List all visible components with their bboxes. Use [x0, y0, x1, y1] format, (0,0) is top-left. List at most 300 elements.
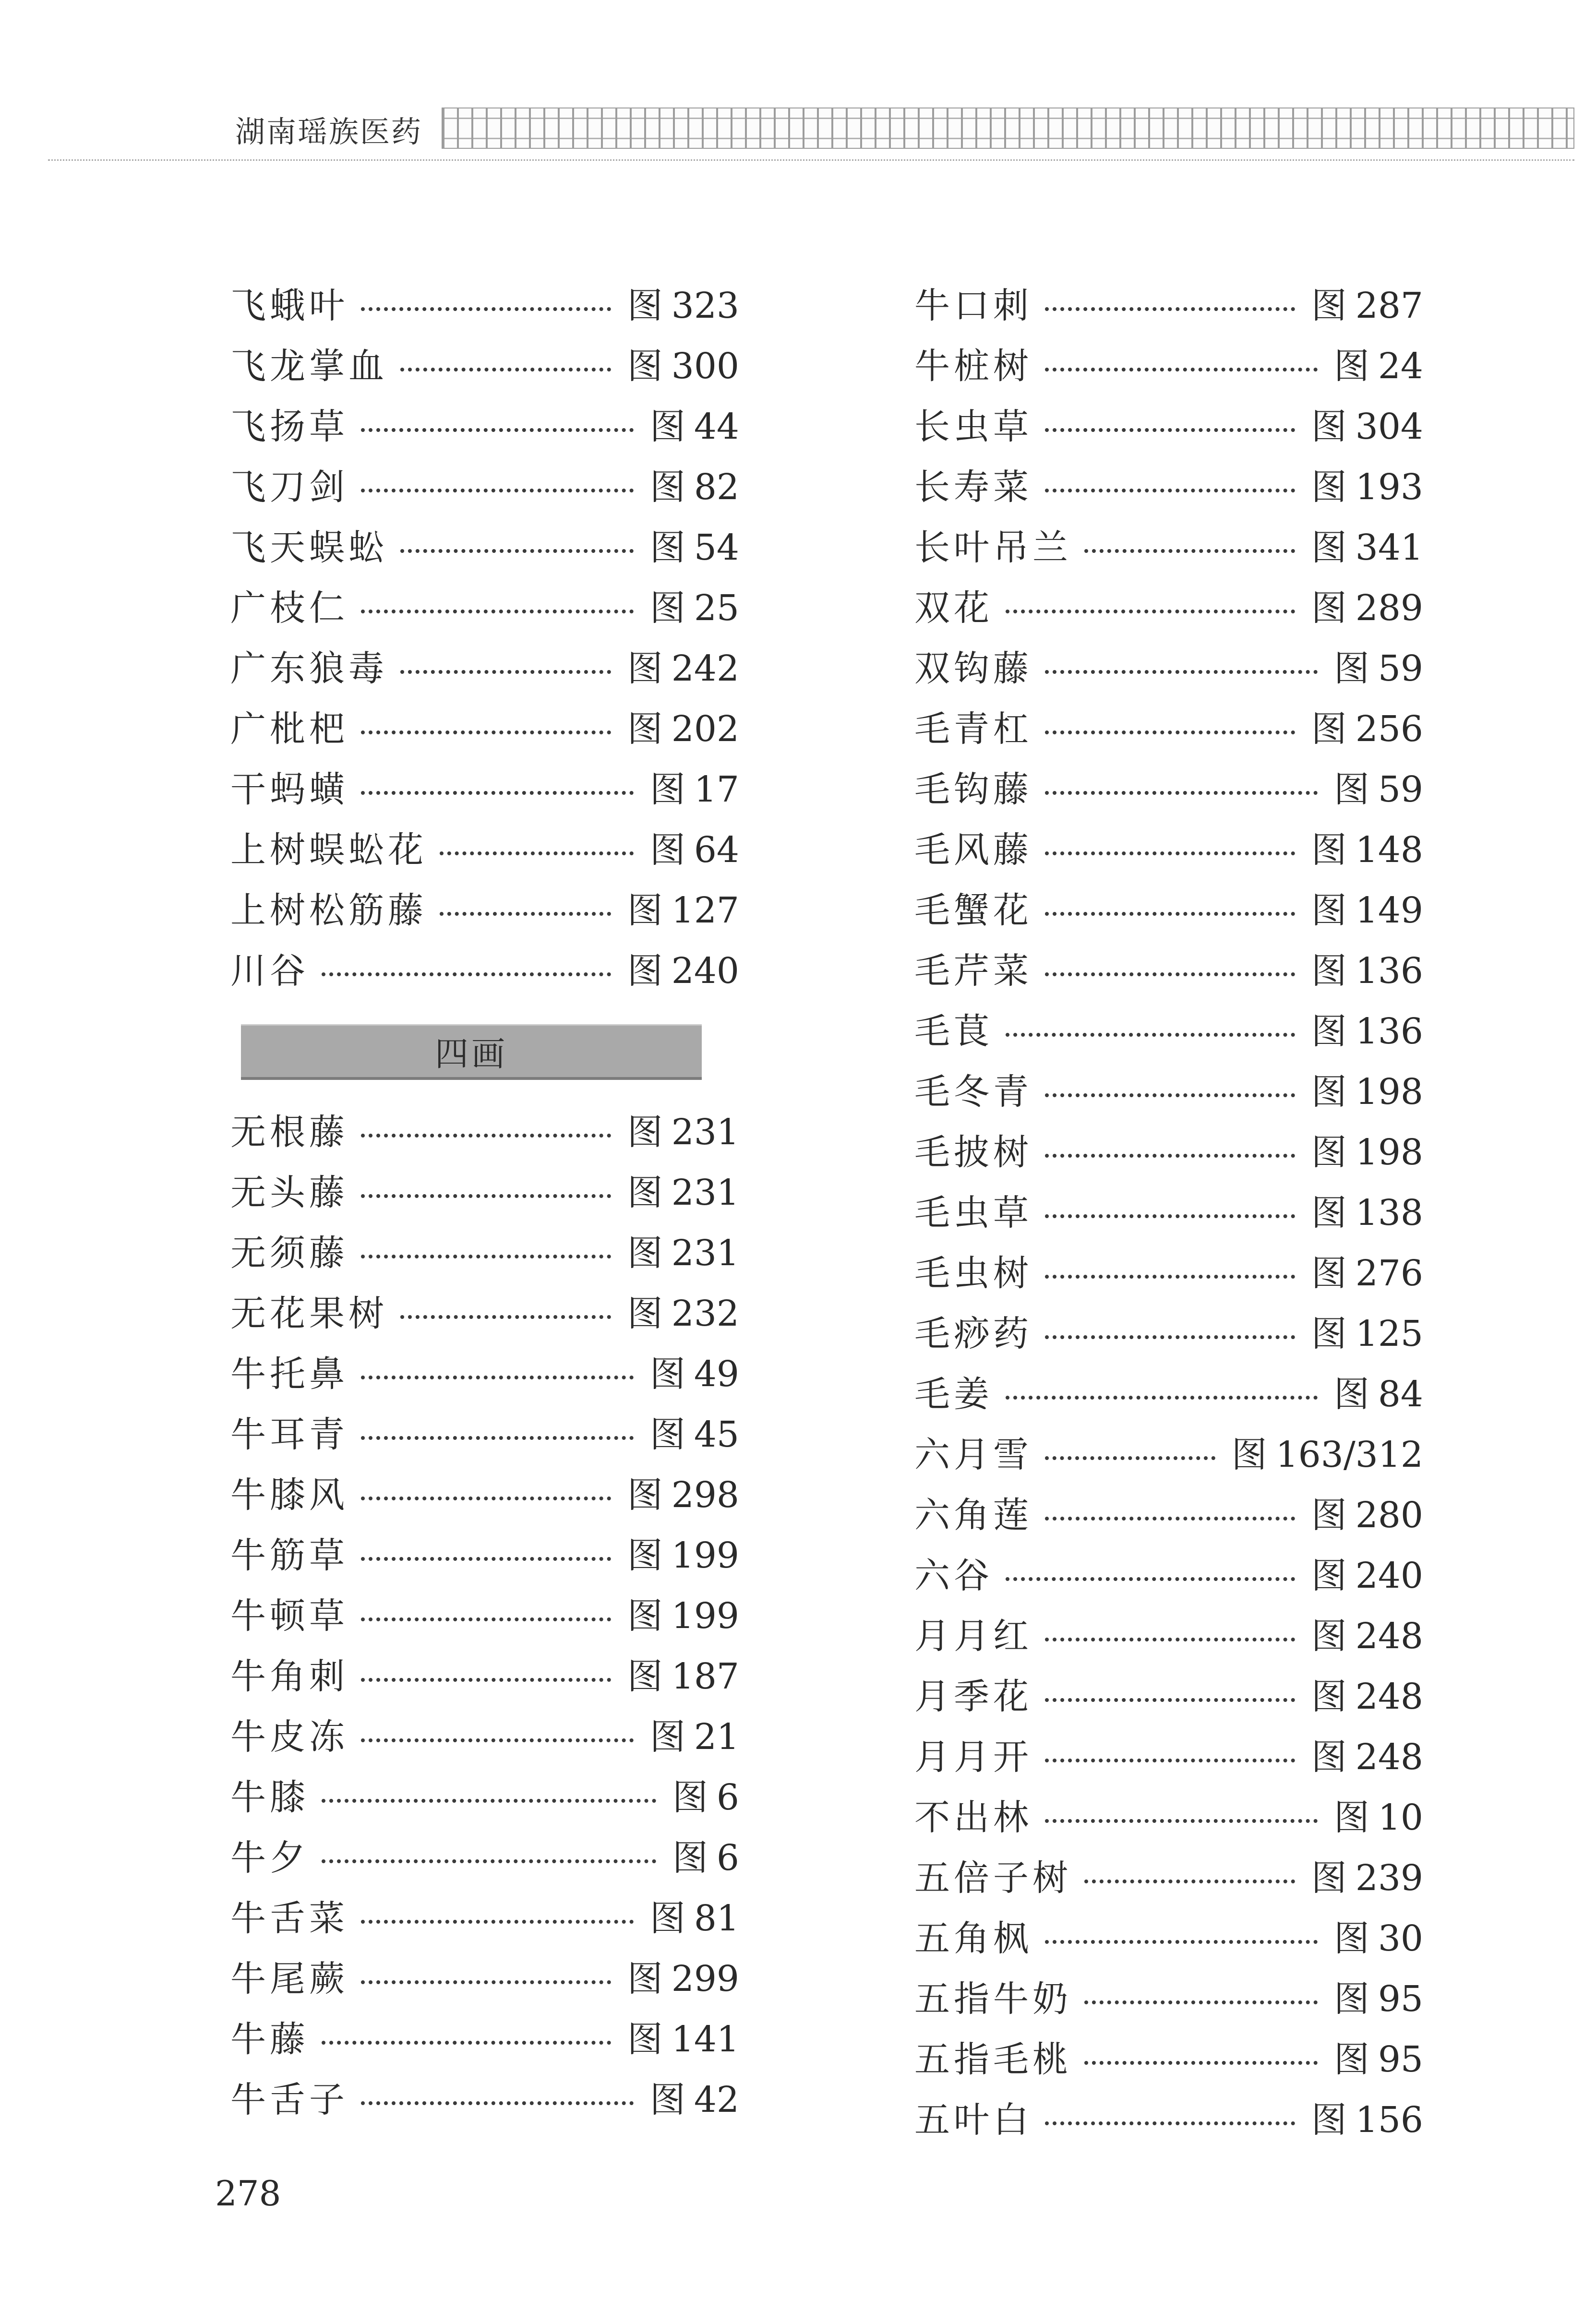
- index-entry: [914, 877, 1423, 938]
- figure-label: 图: [649, 2079, 685, 2120]
- entry-figure-ref: [1311, 1003, 1423, 1054]
- entry-figure-ref: [672, 1830, 739, 1880]
- figure-label: 图: [1311, 890, 1347, 931]
- figure-label: 图: [627, 1293, 663, 1334]
- figure-label: 图: [649, 587, 685, 629]
- figure-label: 图: [649, 1898, 685, 1939]
- entry-name: 上树松筋藤: [230, 890, 427, 931]
- entry-figure-ref: [1311, 1547, 1423, 1598]
- dot-leader: [1084, 549, 1295, 553]
- entry-figure-ref: [627, 943, 739, 994]
- figure-number: 240: [1355, 1555, 1423, 1596]
- dot-leader: [1045, 368, 1318, 371]
- figure-number: 248: [1355, 1676, 1423, 1717]
- figure-number: 54: [694, 527, 739, 568]
- figure-label: 图: [649, 829, 685, 871]
- entry-figure-ref: [627, 1951, 739, 2001]
- dot-leader: [361, 1617, 611, 1621]
- index-entry: [914, 1180, 1423, 1240]
- entry-figure-ref: [1311, 882, 1423, 933]
- figure-number: 323: [671, 285, 739, 326]
- figure-number: 45: [694, 1414, 739, 1455]
- index-entry: [230, 1522, 739, 1583]
- entry-name: 双钩藤: [914, 648, 1032, 689]
- index-entry: [914, 273, 1423, 333]
- figure-label: 图: [1311, 1313, 1347, 1354]
- figure-label: 图: [1311, 587, 1347, 629]
- entry-figure-ref: [627, 1588, 739, 1639]
- entry-name: 毛茛: [914, 1011, 993, 1052]
- figure-label: 图: [672, 1837, 708, 1879]
- index-entry: [230, 756, 739, 817]
- index-entry: [914, 756, 1423, 817]
- dot-leader: [1084, 2000, 1318, 2004]
- index-entry: [230, 696, 739, 756]
- index-entry: [230, 2067, 739, 2127]
- entry-figure-ref: [627, 701, 739, 752]
- figure-label: 图: [1333, 1918, 1369, 1959]
- figure-label: 图: [1333, 1797, 1369, 1838]
- entry-figure-ref: [1334, 1910, 1423, 1961]
- figure-label: 图: [1311, 1495, 1347, 1536]
- entry-name: 毛虫树: [914, 1253, 1032, 1294]
- entry-figure-ref: [1311, 398, 1423, 449]
- entry-name: 牛夕: [230, 1837, 309, 1879]
- figure-label: 图: [627, 648, 663, 689]
- entry-name: 牛筋草: [230, 1535, 348, 1576]
- figure-label: 图: [1333, 1978, 1369, 2020]
- figure-number: 148: [1355, 829, 1423, 871]
- figure-number: 231: [671, 1233, 739, 1274]
- figure-label: 图: [1311, 1071, 1347, 1113]
- figure-label: 图: [627, 1595, 663, 1637]
- figure-number: 17: [694, 769, 739, 810]
- figure-number: 299: [671, 1958, 739, 2000]
- figure-label: 图: [1333, 769, 1369, 810]
- figure-label: 图: [649, 1414, 685, 1455]
- index-entry: [230, 817, 739, 877]
- index-entry: [914, 1603, 1423, 1664]
- figure-label: 图: [627, 1958, 663, 2000]
- figure-number: 298: [671, 1474, 739, 1516]
- figure-label: 图: [1333, 2039, 1369, 2080]
- dot-leader: [1006, 1577, 1295, 1581]
- dot-leader: [322, 972, 611, 976]
- entry-name: 月月开: [914, 1736, 1032, 1778]
- entry-name: 毛姜: [914, 1374, 993, 1415]
- entry-name: 牛舌菜: [230, 1898, 348, 1939]
- entry-figure-ref: [1311, 1185, 1423, 1235]
- figure-label: 图: [627, 708, 663, 750]
- dot-leader: [1045, 730, 1295, 734]
- dot-leader: [1045, 1154, 1295, 1158]
- entry-figure-ref: [627, 1467, 739, 1518]
- figure-number: 127: [671, 890, 739, 931]
- dot-leader: [361, 1436, 634, 1440]
- entry-name: 六月雪: [914, 1434, 1032, 1475]
- header-ornament-band: [442, 108, 1574, 149]
- dot-leader: [1045, 2121, 1295, 2125]
- entry-name: 毛披树: [914, 1132, 1032, 1173]
- figure-label: 图: [627, 950, 663, 992]
- figure-number: 125: [1355, 1313, 1423, 1354]
- dot-leader: [1084, 2061, 1318, 2065]
- dot-leader: [1045, 1638, 1295, 1641]
- dot-leader: [1084, 1880, 1295, 1883]
- figure-number: 187: [671, 1656, 739, 1697]
- dot-leader: [1045, 307, 1295, 311]
- dot-leader: [1006, 610, 1295, 613]
- dot-leader: [400, 368, 611, 371]
- dot-leader: [361, 2101, 634, 2105]
- figure-label: 图: [672, 1777, 708, 1818]
- figure-number: 6: [716, 1837, 739, 1879]
- entry-name: 牛膝: [230, 1777, 309, 1818]
- figure-label: 图: [649, 527, 685, 568]
- dot-leader: [1045, 791, 1318, 795]
- figure-label: 图: [627, 1112, 663, 1153]
- index-entry: [914, 1240, 1423, 1301]
- entry-name: 牛口刺: [914, 285, 1032, 326]
- figure-label: 图: [649, 1716, 685, 1758]
- figure-label: 图: [1311, 1616, 1347, 1657]
- entry-name: 牛尾蕨: [230, 1958, 348, 2000]
- figure-number: 64: [694, 829, 739, 871]
- entry-figure-ref: [1334, 1971, 1423, 2022]
- index-entry: [914, 1724, 1423, 1784]
- figure-number: 248: [1355, 1616, 1423, 1657]
- figure-number: 81: [694, 1898, 739, 1939]
- figure-number: 287: [1355, 285, 1423, 326]
- dot-leader: [322, 1799, 656, 1803]
- figure-number: 232: [671, 1293, 739, 1334]
- dot-leader: [1006, 1033, 1295, 1037]
- dot-leader: [400, 1315, 611, 1319]
- index-entry: [230, 1764, 739, 1825]
- entry-figure-ref: [1334, 1789, 1423, 1840]
- entry-figure-ref: [1311, 2092, 1423, 2143]
- index-entry: [914, 394, 1423, 454]
- figure-number: 59: [1378, 648, 1423, 689]
- index-entry: [230, 1341, 739, 1401]
- index-entry: [230, 1885, 739, 1946]
- dot-leader: [1045, 912, 1295, 916]
- entry-figure-ref: [627, 2011, 739, 2062]
- figure-number: 202: [671, 708, 739, 750]
- entry-figure-ref: [1311, 1729, 1423, 1780]
- index-entry: [230, 515, 739, 575]
- figure-label: 图: [1311, 406, 1347, 447]
- entry-figure-ref: [1311, 1124, 1423, 1175]
- dot-leader: [1045, 1819, 1318, 1823]
- entry-name: 飞刀剑: [230, 467, 348, 508]
- entry-figure-ref: [1311, 519, 1423, 570]
- entry-name: 毛冬青: [914, 1071, 1032, 1113]
- index-entry: [230, 1643, 739, 1704]
- entry-name: 牛皮冻: [230, 1716, 348, 1758]
- figure-number: 199: [671, 1595, 739, 1637]
- entry-figure-ref: [1311, 1305, 1423, 1356]
- entry-name: 月季花: [914, 1676, 1032, 1717]
- dot-leader: [361, 1376, 634, 1379]
- entry-name: 长寿菜: [914, 467, 1032, 508]
- index-entry: [914, 1059, 1423, 1119]
- entry-name: 毛痧药: [914, 1313, 1032, 1354]
- entry-figure-ref: [1311, 1064, 1423, 1114]
- page-number: 278: [215, 2173, 281, 2214]
- entry-figure-ref: [1334, 338, 1423, 389]
- figure-label: 图: [627, 2019, 663, 2060]
- figure-label: 图: [1311, 2099, 1347, 2141]
- figure-label: 图: [1311, 467, 1347, 508]
- dot-leader: [361, 307, 611, 311]
- dot-leader: [322, 1859, 656, 1863]
- dot-leader: [361, 1980, 611, 1984]
- entry-name: 牛顿草: [230, 1595, 348, 1637]
- entry-name: 广东狼毒: [230, 648, 388, 689]
- figure-label: 图: [1311, 1011, 1347, 1052]
- index-entry: [230, 1583, 739, 1643]
- entry-name: 长叶吊兰: [914, 527, 1072, 568]
- index-entry: [914, 1905, 1423, 1966]
- entry-name: 毛风藤: [914, 829, 1032, 871]
- entry-figure-ref: [1232, 1426, 1423, 1477]
- index-entry: [914, 1784, 1423, 1845]
- figure-label: 图: [1333, 1374, 1369, 1415]
- entry-figure-ref: [650, 761, 739, 812]
- entry-figure-ref: [1334, 2031, 1423, 2082]
- figure-number: 198: [1355, 1132, 1423, 1173]
- entry-figure-ref: [627, 882, 739, 933]
- entry-figure-ref: [1311, 580, 1423, 631]
- dot-leader: [400, 549, 634, 553]
- entry-figure-ref: [1311, 459, 1423, 510]
- entry-name: 五倍子树: [914, 1857, 1072, 1899]
- entry-name: 五指牛奶: [914, 1978, 1072, 2020]
- entry-figure-ref: [627, 1104, 739, 1155]
- entry-figure-ref: [627, 338, 739, 389]
- index-column-left: [230, 273, 739, 2127]
- figure-number: 25: [694, 587, 739, 629]
- figure-number: 141: [671, 2019, 739, 2060]
- dot-leader: [361, 1678, 611, 1682]
- figure-number: 231: [671, 1172, 739, 1213]
- entry-name: 毛虫草: [914, 1192, 1032, 1233]
- entry-name: 五叶白: [914, 2099, 1032, 2141]
- running-header-title: 湖南瑶族医药: [235, 114, 423, 149]
- entry-figure-ref: [1311, 277, 1423, 328]
- figure-number: 280: [1355, 1495, 1423, 1536]
- entry-name: 飞龙掌血: [230, 346, 388, 387]
- index-entry: [230, 1281, 739, 1341]
- index-entry: [230, 273, 739, 333]
- entry-name: 广枝仁: [230, 587, 348, 629]
- figure-number: 136: [1355, 1011, 1423, 1052]
- entry-figure-ref: [1311, 1850, 1423, 1901]
- entry-name: 六角莲: [914, 1495, 1032, 1536]
- entry-figure-ref: [1311, 1608, 1423, 1659]
- index-entry: [914, 635, 1423, 696]
- figure-label: 图: [1311, 1253, 1347, 1294]
- entry-figure-ref: [1311, 701, 1423, 752]
- dot-leader: [1045, 1456, 1215, 1460]
- dot-leader: [361, 1738, 634, 1742]
- dot-leader: [1045, 851, 1295, 855]
- entry-figure-ref: [650, 1406, 739, 1457]
- figure-label: 图: [649, 769, 685, 810]
- entry-name: 六谷: [914, 1555, 993, 1596]
- entry-name: 上树蜈蚣花: [230, 829, 427, 871]
- dot-leader: [1045, 1940, 1318, 1944]
- entry-name: 毛钩藤: [914, 769, 1032, 810]
- entry-figure-ref: [650, 822, 739, 873]
- dot-leader: [1045, 1335, 1295, 1339]
- entry-figure-ref: [1311, 822, 1423, 873]
- figure-label: 图: [627, 1474, 663, 1516]
- dot-leader: [361, 489, 634, 492]
- entry-figure-ref: [1334, 1366, 1423, 1417]
- index-entry: [230, 1401, 739, 1462]
- entry-figure-ref: [627, 640, 739, 691]
- dot-leader: [1006, 1396, 1318, 1400]
- entry-name: 飞蛾叶: [230, 285, 348, 326]
- entry-name: 牛膝风: [230, 1474, 348, 1516]
- dot-leader: [361, 1194, 611, 1198]
- dot-leader: [361, 1255, 611, 1258]
- section-header-four-strokes: 四画: [241, 1024, 702, 1080]
- index-entry: [230, 1825, 739, 1885]
- figure-number: 30: [1378, 1918, 1423, 1959]
- figure-number: 156: [1355, 2099, 1423, 2141]
- index-entry: [230, 575, 739, 635]
- figure-number: 10: [1378, 1797, 1423, 1838]
- entry-name: 毛青杠: [914, 708, 1032, 750]
- entry-figure-ref: [1334, 640, 1423, 691]
- figure-label: 图: [627, 285, 663, 326]
- entry-figure-ref: [627, 1164, 739, 1215]
- entry-name: 无头藤: [230, 1172, 348, 1213]
- figure-number: 248: [1355, 1736, 1423, 1778]
- figure-label: 图: [627, 1535, 663, 1576]
- figure-number: 341: [1355, 527, 1423, 568]
- figure-number: 6: [716, 1777, 739, 1818]
- index-entry: [914, 1119, 1423, 1180]
- index-entry: [914, 696, 1423, 756]
- index-entry: [914, 1422, 1423, 1482]
- index-entry: [914, 1543, 1423, 1603]
- dot-leader: [1045, 1517, 1295, 1521]
- index-entry: [230, 877, 739, 938]
- dot-leader: [361, 791, 634, 795]
- index-entry: [914, 1301, 1423, 1361]
- dot-leader: [1045, 1698, 1295, 1702]
- index-entry: [914, 454, 1423, 515]
- dot-leader: [1045, 489, 1295, 492]
- dot-leader: [1045, 1759, 1295, 1762]
- dot-leader: [322, 2041, 611, 2045]
- index-entry: [914, 1966, 1423, 2026]
- figure-number: 300: [671, 346, 739, 387]
- index-entry: [230, 2006, 739, 2067]
- figure-number: 163/312: [1275, 1434, 1423, 1475]
- figure-label: 图: [1311, 1736, 1347, 1778]
- figure-number: 198: [1355, 1071, 1423, 1113]
- index-entry: [230, 635, 739, 696]
- figure-label: 图: [627, 1172, 663, 1213]
- index-entry: [230, 1160, 739, 1220]
- figure-label: 图: [1311, 1676, 1347, 1717]
- entry-name: 无根藤: [230, 1112, 348, 1153]
- entry-figure-ref: [1334, 761, 1423, 812]
- entry-name: 飞天蜈蚣: [230, 527, 388, 568]
- entry-figure-ref: [650, 519, 739, 570]
- figure-label: 图: [1231, 1434, 1267, 1475]
- dot-leader: [440, 851, 634, 855]
- index-entry: [914, 575, 1423, 635]
- entry-figure-ref: [672, 1769, 739, 1820]
- entry-name: 广枇杷: [230, 708, 348, 750]
- dot-leader: [400, 670, 611, 674]
- figure-number: 138: [1355, 1192, 1423, 1233]
- entry-figure-ref: [627, 277, 739, 328]
- index-entry: [914, 1361, 1423, 1422]
- figure-number: 59: [1378, 769, 1423, 810]
- figure-number: 82: [694, 467, 739, 508]
- entry-figure-ref: [650, 1890, 739, 1941]
- entry-name: 双花: [914, 587, 993, 629]
- entry-name: 五角枫: [914, 1918, 1032, 1959]
- index-entry: [914, 2026, 1423, 2087]
- entry-figure-ref: [627, 1527, 739, 1578]
- index-entry: [914, 2087, 1423, 2147]
- figure-label: 图: [627, 1233, 663, 1274]
- entry-figure-ref: [627, 1285, 739, 1336]
- index-entry: [230, 1220, 739, 1281]
- figure-label: 图: [1311, 1132, 1347, 1173]
- index-entry: [914, 1664, 1423, 1724]
- dot-leader: [1045, 670, 1318, 674]
- figure-number: 240: [671, 950, 739, 992]
- entry-name: 毛蟹花: [914, 890, 1032, 931]
- dot-leader: [361, 428, 634, 432]
- figure-label: 图: [627, 346, 663, 387]
- entry-figure-ref: [650, 1346, 739, 1397]
- figure-number: 242: [671, 648, 739, 689]
- index-entry: [230, 1462, 739, 1522]
- entry-name: 川谷: [230, 950, 309, 992]
- entry-figure-ref: [1311, 943, 1423, 994]
- dot-leader: [361, 1497, 611, 1500]
- dot-leader: [361, 730, 611, 734]
- dot-leader: [1045, 428, 1295, 432]
- entry-figure-ref: [627, 1648, 739, 1699]
- figure-number: 149: [1355, 890, 1423, 931]
- figure-label: 图: [1311, 1857, 1347, 1899]
- figure-number: 21: [694, 1716, 739, 1758]
- figure-label: 图: [1311, 285, 1347, 326]
- dot-leader: [1045, 1214, 1295, 1218]
- entry-figure-ref: [650, 2072, 739, 2122]
- dot-leader: [1045, 972, 1295, 976]
- figure-number: 42: [694, 2079, 739, 2120]
- figure-number: 136: [1355, 950, 1423, 992]
- figure-number: 276: [1355, 1253, 1423, 1294]
- index-entry: [230, 1704, 739, 1764]
- figure-number: 304: [1355, 406, 1423, 447]
- index-entry: [230, 454, 739, 515]
- header-divider: [48, 159, 1574, 161]
- entry-name: 牛托鼻: [230, 1353, 348, 1395]
